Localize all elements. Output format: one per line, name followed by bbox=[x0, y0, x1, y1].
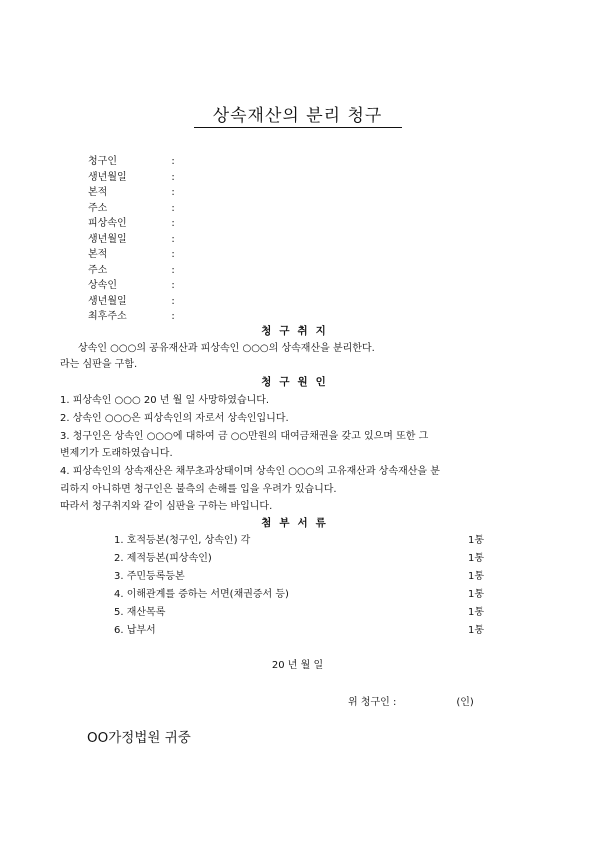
field-row bbox=[88, 185, 178, 201]
attachment-name: 5. 재산목록 bbox=[114, 607, 166, 618]
field-row bbox=[88, 294, 178, 310]
attachment-count: 1통 bbox=[467, 607, 484, 618]
field-label: 생년월일 bbox=[88, 171, 127, 183]
attachment-count: 1통 bbox=[467, 535, 484, 546]
field-colon: : bbox=[171, 156, 175, 167]
cause-heading: 청구원인 bbox=[261, 376, 334, 388]
field-row bbox=[88, 201, 178, 217]
cause-line: 변제기가 도래하였습니다. bbox=[60, 448, 173, 459]
field-label: 생년월일 bbox=[88, 233, 127, 245]
field-label: 주소 bbox=[88, 202, 108, 214]
field-row bbox=[88, 247, 178, 263]
field-row bbox=[88, 263, 178, 279]
attachment-name: 4. 이해관계를 증하는 서면(채권증서 등) bbox=[114, 589, 289, 600]
field-label: 청구인 bbox=[88, 156, 117, 167]
field-colon: : bbox=[171, 295, 175, 307]
field-colon: : bbox=[171, 187, 175, 198]
field-colon: : bbox=[171, 249, 175, 260]
purpose-line: 상속인 ○○○의 공유재산과 피상속인 ○○○의 상속재산을 분리한다. bbox=[78, 343, 375, 354]
field-label: 피상속인 bbox=[88, 218, 127, 229]
attachment-count: 1통 bbox=[467, 571, 484, 582]
field-colon: : bbox=[171, 311, 175, 322]
court-addressee: OO가정법원 귀중 bbox=[87, 730, 191, 746]
attachment-name: 3. 주민등록등본 bbox=[114, 571, 185, 582]
attachment-item bbox=[114, 551, 484, 566]
field-row bbox=[88, 216, 178, 232]
field-row bbox=[88, 232, 178, 248]
field-row bbox=[88, 170, 178, 186]
field-colon: : bbox=[171, 218, 175, 229]
field-colon: : bbox=[171, 171, 175, 183]
purpose-line: 라는 심판을 구함. bbox=[60, 359, 138, 370]
attachment-item bbox=[114, 587, 484, 602]
attachment-name: 2. 제적등본(피상속인) bbox=[114, 553, 212, 564]
field-label: 생년월일 bbox=[88, 295, 127, 307]
field-colon: : bbox=[171, 280, 175, 291]
claimant-label: 위 청구인 : bbox=[348, 697, 397, 708]
field-label: 본적 bbox=[88, 187, 108, 198]
field-colon: : bbox=[171, 264, 175, 276]
attachments-heading: 첨부서류 bbox=[261, 517, 334, 529]
cause-line: 3. 청구인은 상속인 ○○○에 대하여 금 ○○만원의 대여금채권을 갖고 있으며 또한 그 bbox=[60, 431, 429, 442]
field-label: 주소 bbox=[88, 264, 108, 276]
attachment-name: 6. 납부서 bbox=[114, 625, 156, 636]
attachment-item bbox=[114, 569, 484, 584]
cause-line: 2. 상속인 ○○○은 피상속인의 자로서 상속인입니다. bbox=[60, 413, 289, 424]
document-title: 상속재산의 분리 청구 bbox=[212, 106, 383, 126]
field-row bbox=[88, 278, 178, 294]
cause-line: 따라서 청구취지와 같이 심판을 구하는 바입니다. bbox=[60, 501, 273, 512]
filing-date: 20 년 월 일 bbox=[271, 660, 324, 671]
purpose-heading: 청구취지 bbox=[261, 325, 334, 337]
attachment-item bbox=[114, 623, 484, 638]
cause-line: 1. 피상속인 ○○○ 20 년 월 일 사망하였습니다. bbox=[60, 395, 270, 406]
field-label: 상속인 bbox=[88, 280, 117, 291]
field-row bbox=[88, 154, 178, 170]
field-colon: : bbox=[171, 202, 175, 214]
attachment-count: 1통 bbox=[467, 625, 484, 636]
party-fields bbox=[88, 154, 178, 325]
field-label: 본적 bbox=[88, 249, 108, 260]
cause-line: 리하지 아니하면 청구인은 불측의 손해를 입을 우려가 있습니다. bbox=[60, 484, 337, 495]
attachment-count: 1통 bbox=[467, 589, 484, 600]
seal-mark: (인) bbox=[456, 697, 474, 708]
field-label: 최후주소 bbox=[88, 311, 127, 322]
claimant-signature-line bbox=[348, 693, 474, 708]
title-underline bbox=[194, 127, 402, 128]
cause-line: 4. 피상속인의 상속재산은 채무초과상태이며 상속인 ○○○의 고유재산과 상속재산을 분 bbox=[60, 466, 440, 477]
attachment-count: 1통 bbox=[467, 553, 484, 564]
attachment-name: 1. 호적등본(청구인, 상속인) 각 bbox=[114, 535, 251, 546]
attachment-item bbox=[114, 605, 484, 620]
field-colon: : bbox=[171, 233, 175, 245]
attachment-item bbox=[114, 533, 484, 548]
